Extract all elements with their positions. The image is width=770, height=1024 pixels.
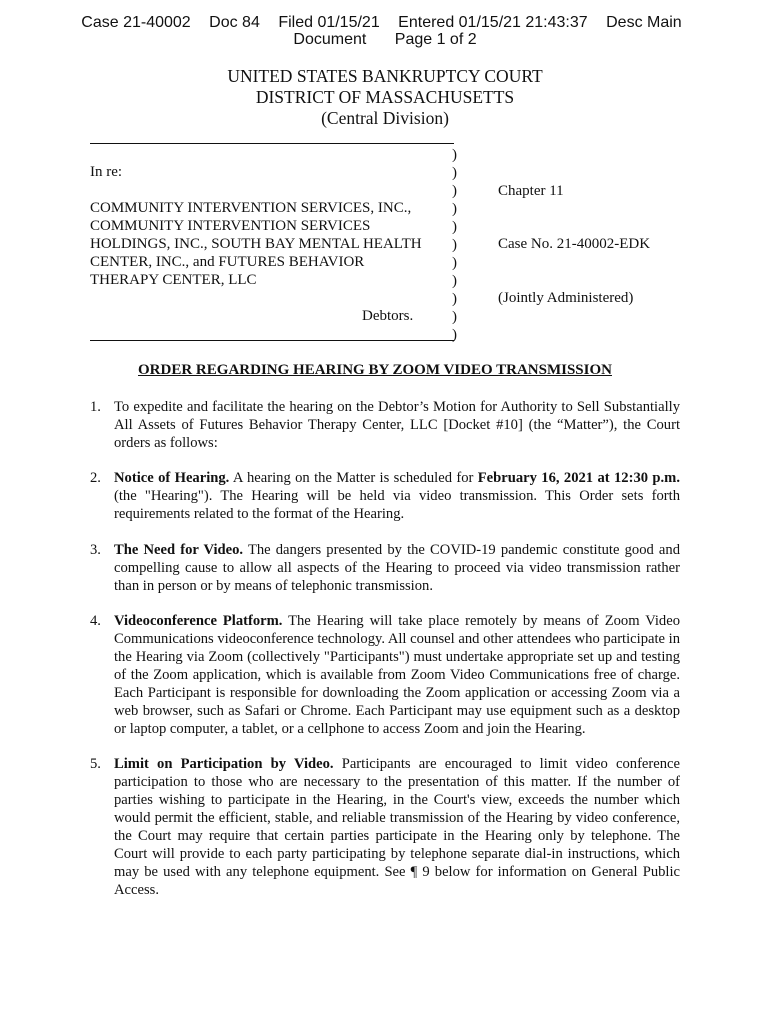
paragraph-5 [90,755,680,899]
caption-paren: ) [452,183,457,199]
case-number: Case No. 21-40002-EDK [498,236,651,252]
court-heading [0,66,770,129]
paragraph-text: A hearing on the Matter is scheduled for [229,470,478,486]
caption-paren: ) [452,291,457,307]
paragraph-2 [90,469,680,523]
paragraph-number: 5. [90,756,101,772]
debtor-line: CENTER, INC., and FUTURES BEHAVIOR [90,254,365,270]
paragraph-number: 1. [90,399,101,415]
caption-paren: ) [452,273,457,289]
in-re-label: In re: [90,164,123,180]
paragraph-number: 3. [90,542,101,558]
paragraph-1 [90,398,680,452]
caption-paren: ) [452,201,457,217]
court-division: (Central Division) [321,108,449,128]
paragraph-text: The dangers presented by the COVID-19 pandemic constitute good and compelling cause to allow all aspects of the Hearing to proceed via video transmission rather than in person or by means of telephonic transmission. [114,542,680,594]
paragraph-heading: Videoconference Platform. [114,613,283,629]
paragraph-number: 2. [90,470,101,486]
caption-paren: ) [452,255,457,271]
paragraph-4 [90,612,680,738]
page-count-stamp: Page 1 of 2 [394,31,477,48]
caption-paren: ) [452,309,457,325]
paragraph-text: (the "Hearing"). The Hearing will be held via video transmission. This Order sets forth requirements related to the format of the Hearing. [114,488,680,522]
entered-date-stamp: Entered 01/15/21 21:43:37 [398,14,588,31]
debtor-line: THERAPY CENTER, LLC [90,272,257,288]
document-label-stamp: Document [293,31,367,48]
caption-top-rule [90,143,454,144]
paragraph-text: Participants are encouraged to limit video conference participation to those who are necessary to the presentation of this matter. If the number of parties wishing to participate in the Hearing, in the Court's view, exceeds the number which would permit the efficient, stable, and reliable transmission of the Hearing by video conference, the Court may require that certain parties participate in the Hearing only by telephone. The Court will provide to each party participating by telephone separate dial-in instructions, which may be used with any telephone equipment. See ¶ 9 below for information on General Public Access. [114,756,680,898]
debtor-line: COMMUNITY INTERVENTION SERVICES, INC., [90,200,412,216]
caption-paren: ) [452,147,457,163]
caption-paren: ) [452,219,457,235]
debtors-label: Debtors. [362,308,414,324]
court-name: UNITED STATES BANKRUPTCY COURT [227,66,543,86]
debtor-names [90,199,422,289]
paragraph-heading: Notice of Hearing. [114,470,230,486]
caption-paren: ) [452,237,457,253]
hearing-date: February 16, 2021 at 12:30 p.m. [477,470,680,486]
doc-number-stamp: Doc 84 [209,14,260,31]
filed-date-stamp: Filed 01/15/21 [278,14,380,31]
case-number-stamp: Case 21-40002 [81,14,191,31]
paragraph-text: The Hearing will take place remotely by means of Zoom Video Communications videoconference technology. All counsel and other attendees who participate in the Hearing via Zoom (collectively "Participants") must undertake appropriate set up and testing of the Zoom application, which is available from Zoom Video Communications free of charge. Each Participant is responsible for downloading the Zoom application or accessing Zoom via a web browser, such as Safari or Chrome. Each Participant may use equipment such as a desktop or laptop computer, a tablet, or a cellphone to access Zoom and join the Hearing. [114,613,681,737]
paragraph-number: 4. [90,613,101,629]
paragraph-heading: The Need for Video. [114,542,244,558]
paragraph-text: To expedite and facilitate the hearing on the Debtor’s Motion for Authority to Sell Substantially All Assets of Futures Behavior Therapy Center, LLC [Docket #10] (the “Matter”), the Court orders as follows: [114,399,680,451]
paragraph-heading: Limit on Participation by Video. [114,756,334,772]
chapter-label: Chapter 11 [498,183,564,199]
paragraph-3 [90,541,680,595]
jointly-administered: (Jointly Administered) [498,290,634,306]
caption-paren: ) [452,165,457,181]
caption-paren-column [452,146,457,344]
filing-stamp [0,14,770,48]
debtor-line: HOLDINGS, INC., SOUTH BAY MENTAL HEALTH [90,236,422,252]
debtor-line: COMMUNITY INTERVENTION SERVICES [90,218,371,234]
court-district: DISTRICT OF MASSACHUSETTS [255,87,515,107]
caption-bottom-rule [90,340,454,341]
order-title: ORDER REGARDING HEARING BY ZOOM VIDEO TRANSMISSION [138,362,612,378]
desc-stamp: Desc Main [606,14,682,31]
caption-paren: ) [452,327,457,343]
